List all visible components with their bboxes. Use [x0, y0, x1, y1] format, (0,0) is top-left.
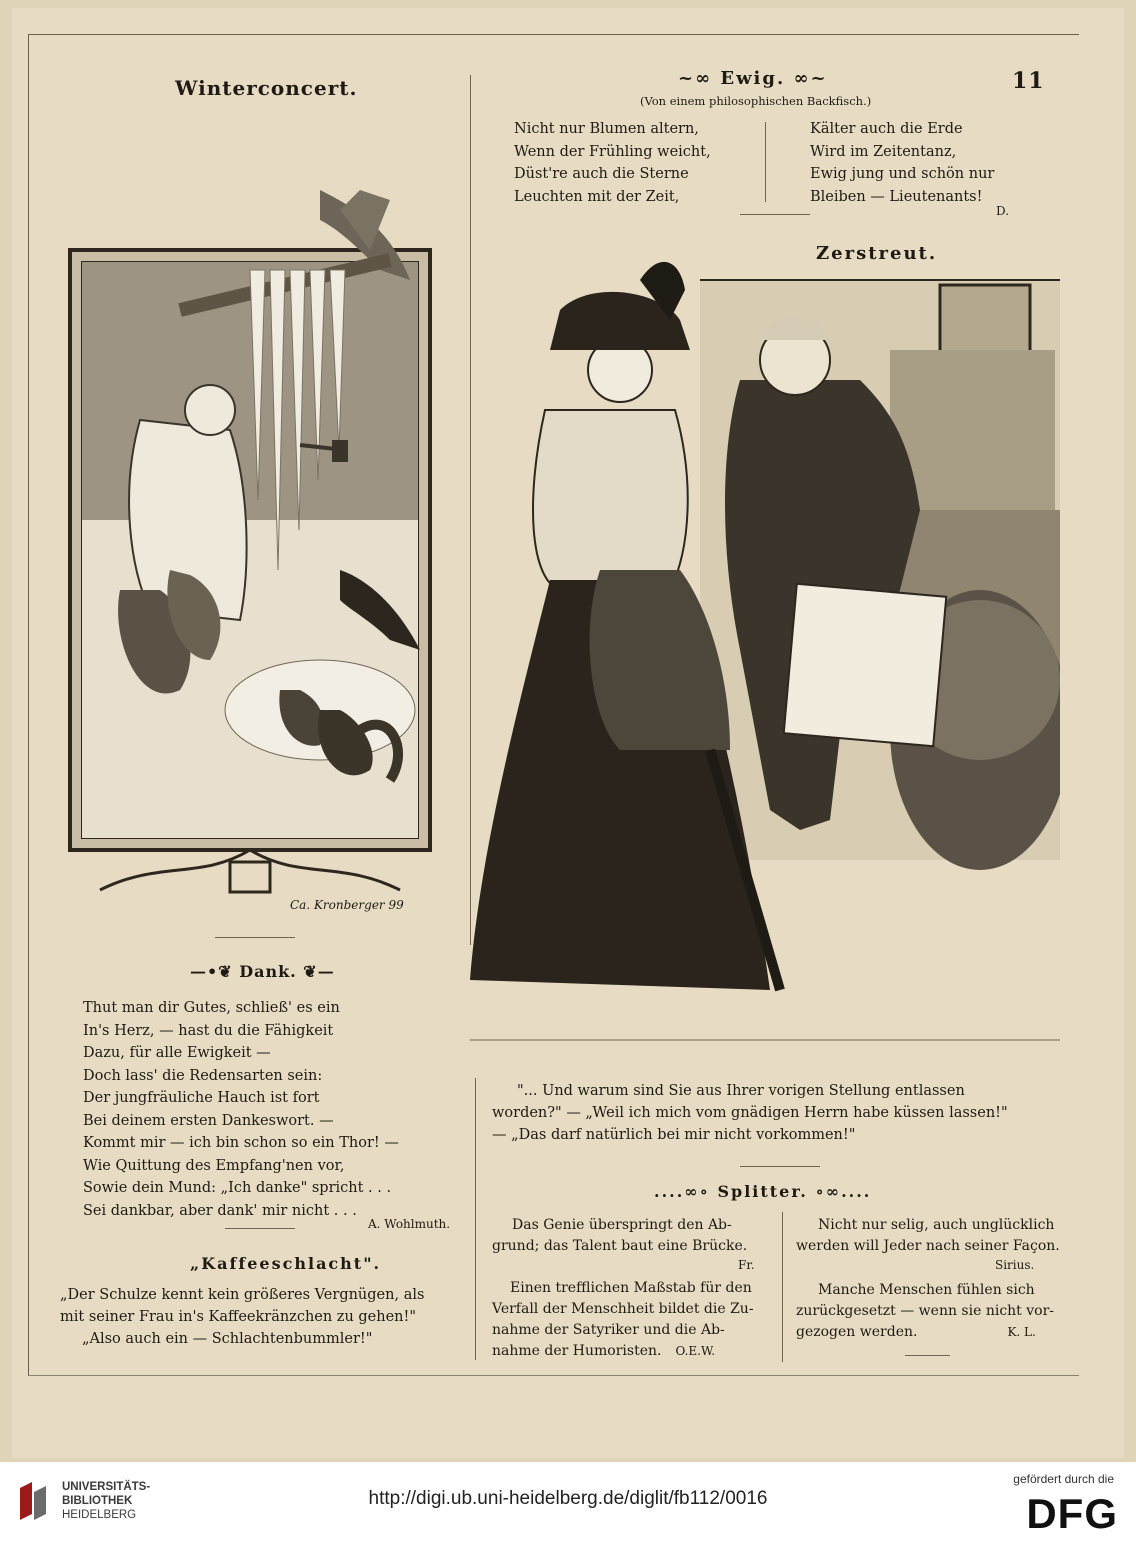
text-line: „Der Schulze kennt kein größeres Vergnügen, als: [60, 1287, 425, 1303]
ornament-left: —•❦: [190, 962, 240, 981]
divider: [215, 937, 295, 938]
splitter-right-1: [796, 1215, 1060, 1257]
dfg-logo: DFG: [1026, 1490, 1118, 1537]
ornament-right: ∞~: [785, 68, 828, 89]
text-line: mit seiner Frau in's Kaffeekränzchen zu gehen!": [60, 1309, 417, 1325]
sponsor-label: gefördert durch die: [1013, 1472, 1114, 1486]
splitter-right-2: [796, 1280, 1054, 1343]
poem-line: Thut man dir Gutes, schließ' es ein: [83, 1000, 340, 1016]
text-line-end: nahme der Humoristen.: [492, 1343, 662, 1359]
ewig-col1: [514, 118, 711, 208]
poem-line: Sei dankbar, aber dank' mir nicht . . .: [83, 1202, 357, 1219]
illustrator-signature: Ca. Kronberger 99: [290, 898, 404, 912]
text-line: zurückgesetzt — wenn sie nicht vor-: [796, 1303, 1055, 1319]
splitter-divider: [782, 1212, 783, 1362]
winter-scene-drawing: [60, 190, 440, 915]
winterconcert-illustration: [60, 190, 440, 915]
poem-line: Sowie dein Mund: „Ich danke" spricht . . .: [83, 1180, 392, 1196]
text-line: „Also auch ein — Schlachtenbummler!": [82, 1331, 373, 1347]
poem-line: Leuchten mit der Zeit,: [514, 188, 680, 205]
divider: [740, 214, 810, 215]
text-line: werden will Jeder nach seiner Façon.: [796, 1238, 1060, 1254]
poem-line: Ewig jung und schön nur: [810, 166, 995, 182]
dank-title: Dank.: [239, 962, 297, 981]
text-line: Das Genie überspringt den Ab-: [512, 1217, 732, 1233]
ewig-title: Ewig.: [720, 68, 786, 89]
ewig-col2: [810, 118, 994, 208]
text-line: [796, 1322, 1054, 1343]
poem-line: Düst're auch die Sterne: [514, 166, 689, 182]
poem-line: Bleiben — Lieutenants!: [810, 188, 983, 205]
kaffeeschlacht-title: „Kaffeeschlacht".: [190, 1254, 382, 1273]
poem-line: Kälter auch die Erde: [810, 121, 963, 137]
ewig-header: [678, 68, 828, 89]
ewig-subtitle: (Von einem philosophischen Backfisch.): [640, 94, 872, 108]
splitter-header: [654, 1182, 871, 1201]
zerstreut-caption: [492, 1080, 1008, 1146]
poem-line: Kommt mir — ich bin schon so ein Thor! —: [83, 1135, 399, 1151]
poem-line: Dazu, für alle Ewigkeit —: [83, 1045, 271, 1061]
poem-line: Wenn der Frühling weicht,: [514, 143, 711, 160]
text-line: grund; das Talent baut eine Brücke.: [492, 1238, 748, 1254]
poem-line: Doch lass' die Redensarten sein:: [83, 1067, 323, 1084]
caption-line: "... Und warum sind Sie aus Ihrer vorigen Stellung entlassen: [517, 1083, 965, 1099]
poem-line: In's Herz, — hast du die Fähigkeit: [83, 1022, 334, 1039]
splitter-author: Sirius.: [995, 1258, 1035, 1272]
text-line: Manche Menschen fühlen sich: [818, 1282, 1035, 1298]
ornament-left: ~∞: [678, 68, 721, 89]
splitter-author: K. L.: [1007, 1325, 1036, 1339]
splitter-author: O.E.W.: [675, 1344, 716, 1358]
kaffeeschlacht-text: [60, 1284, 424, 1350]
text-line: [492, 1341, 754, 1362]
poem-line: Wie Quittung des Empfang'nen vor,: [83, 1157, 345, 1174]
splitter-left-2: [492, 1278, 754, 1362]
ornament-left: ....∞∘: [654, 1182, 718, 1201]
splitter-title: Splitter.: [717, 1182, 808, 1201]
library-line: HEIDELBERG: [62, 1509, 137, 1521]
zerstreut-illustration: [470, 250, 1060, 1060]
library-line: UNIVERSITÄTS-: [62, 1481, 151, 1493]
poem-line: Nicht nur Blumen altern,: [514, 121, 699, 137]
divider: [225, 1228, 295, 1229]
library-line: BIBLIOTHEK: [62, 1495, 133, 1507]
ewig-author: D.: [996, 204, 1010, 218]
ewig-divider: [765, 122, 766, 202]
ornament-right: ❦—: [296, 962, 335, 981]
dank-header: [190, 962, 335, 981]
poem-line: Der jungfräuliche Hauch ist fort: [83, 1090, 320, 1106]
permalink[interactable]: http://digi.ub.uni-heidelberg.de/diglit/fb112/0016: [368, 1488, 768, 1509]
splitter-author: Fr.: [738, 1258, 755, 1272]
winterconcert-title: Winterconcert.: [175, 76, 358, 100]
splitter-left-1: [492, 1215, 747, 1257]
dank-poem: [83, 997, 399, 1222]
divider: [905, 1355, 950, 1356]
poem-line: Wird im Zeitentanz,: [810, 143, 957, 160]
text-line: nahme der Satyriker und die Ab-: [492, 1322, 725, 1338]
divider: [740, 1166, 820, 1167]
text-line: Verfall der Menschheit bildet die Zu-: [492, 1301, 754, 1317]
ornament-right: ∘∞....: [807, 1182, 872, 1201]
page-number: 11: [1012, 68, 1045, 94]
text-line-end: gezogen werden.: [796, 1324, 918, 1340]
caption-line: — „Das darf natürlich bei mir nicht vorkommen!": [492, 1127, 856, 1143]
text-line: Nicht nur selig, auch unglücklich: [818, 1217, 1055, 1233]
caption-line: worden?" — „Weil ich mich vom gnädigen Herrn habe küssen lassen!": [492, 1105, 1008, 1121]
text-line: Einen trefflichen Maßstab für den: [510, 1280, 752, 1296]
zerstreut-title: Zerstreut.: [816, 243, 938, 264]
viewer-footer: [0, 1462, 1136, 1545]
column-divider-lower: [475, 1078, 476, 1360]
dank-author: A. Wohlmuth.: [368, 1217, 451, 1231]
poem-line: Bei deinem ersten Dankeswort. —: [83, 1112, 334, 1129]
scene-drawing: [470, 250, 1060, 1060]
